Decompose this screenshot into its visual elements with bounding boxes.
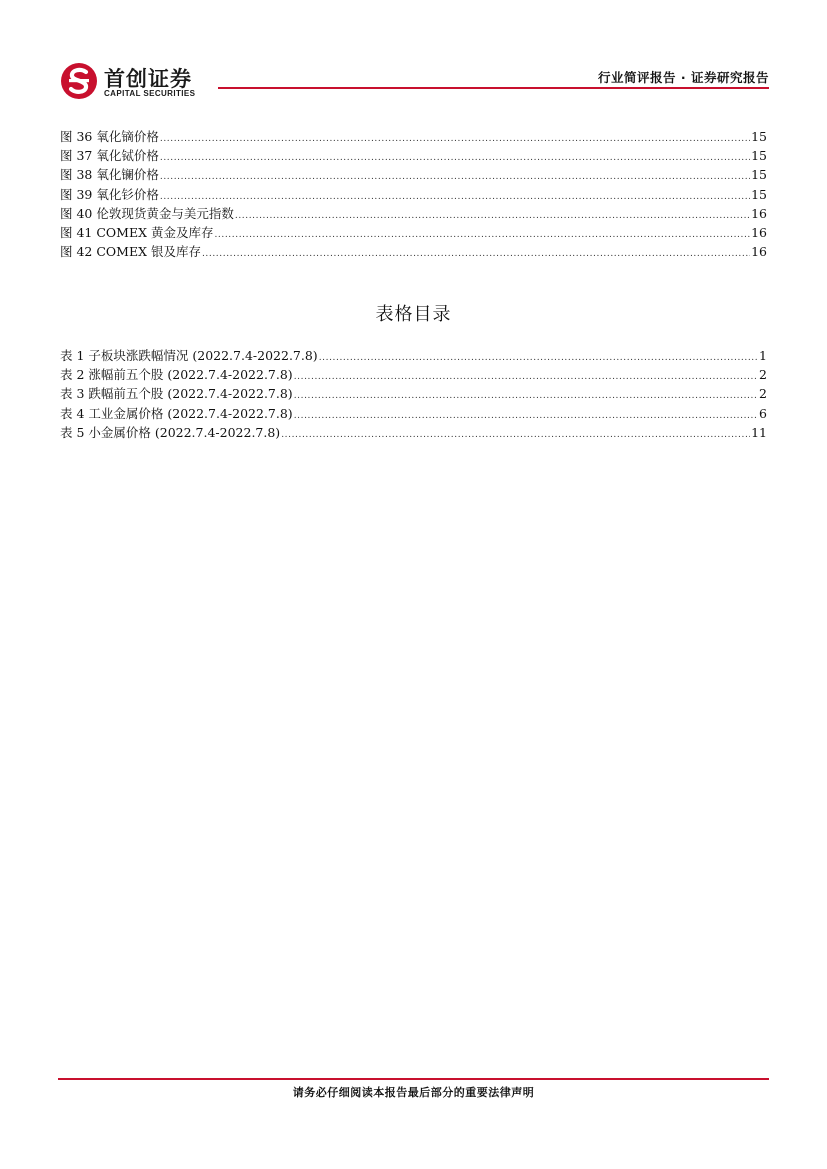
figure-index-entry[interactable] xyxy=(60,146,767,165)
dot-leader xyxy=(319,349,758,368)
dot-leader xyxy=(294,387,758,406)
table-index-entry[interactable] xyxy=(60,346,767,365)
logo-english-name: CAPITAL SECURITIES xyxy=(104,89,196,98)
entry-label: 图 39 氧化钐价格 xyxy=(60,186,159,202)
entry-label: 图 40 伦敦现货黄金与美元指数 xyxy=(60,205,234,221)
entry-label: 图 37 氧化铽价格 xyxy=(60,148,159,164)
entry-label: 表 2 涨幅前五个股 (2022.7.4-2022.7.8) xyxy=(60,367,293,383)
table-index-entry[interactable] xyxy=(60,365,767,384)
dot-leader xyxy=(294,407,758,426)
entry-page-number: 15 xyxy=(751,148,767,164)
figure-index-entry[interactable] xyxy=(60,242,767,261)
dot-leader xyxy=(202,245,750,264)
entry-page-number: 15 xyxy=(751,167,767,183)
table-index-list xyxy=(60,346,767,442)
page-header xyxy=(0,0,827,100)
entry-page-number: 16 xyxy=(751,205,767,221)
dot-leader xyxy=(294,368,758,387)
figure-index-entry[interactable] xyxy=(60,185,767,204)
figure-index-entry[interactable] xyxy=(60,165,767,184)
dot-leader xyxy=(160,168,750,187)
entry-page-number: 2 xyxy=(759,386,767,402)
dot-leader xyxy=(214,226,750,245)
entry-page-number: 2 xyxy=(759,367,767,383)
dot-leader xyxy=(160,130,750,149)
figure-index-list xyxy=(60,127,767,261)
entry-label: 图 36 氧化镝价格 xyxy=(60,129,159,144)
header-divider xyxy=(218,87,769,89)
dot-leader xyxy=(235,207,750,226)
entry-page-number: 16 xyxy=(751,224,767,240)
entry-page-number: 15 xyxy=(751,186,767,202)
entry-page-number: 1 xyxy=(759,348,767,363)
footer-divider xyxy=(58,1078,769,1080)
entry-label: 图 38 氧化镧价格 xyxy=(60,167,159,183)
company-logo xyxy=(60,62,220,100)
entry-label: 图 41 COMEX 黄金及库存 xyxy=(60,224,214,240)
entry-page-number: 6 xyxy=(759,405,767,421)
figure-index-entry[interactable] xyxy=(60,127,767,146)
entry-page-number: 15 xyxy=(751,129,767,144)
dot-leader xyxy=(160,188,750,207)
table-index-heading: 表格目录 xyxy=(375,304,452,325)
table-index-entry[interactable] xyxy=(60,423,767,442)
report-type-title: 行业简评报告 · 证券研究报告 xyxy=(598,70,769,85)
entry-label: 表 4 工业金属价格 (2022.7.4-2022.7.8) xyxy=(60,405,293,421)
entry-label: 表 3 跌幅前五个股 (2022.7.4-2022.7.8) xyxy=(60,386,293,402)
entry-page-number: 11 xyxy=(751,424,767,440)
entry-label: 表 1 子板块涨跌幅情况 (2022.7.4-2022.7.8) xyxy=(60,348,318,363)
entry-label: 表 5 小金属价格 (2022.7.4-2022.7.8) xyxy=(60,424,281,440)
logo-chinese-name: 首创证券 xyxy=(104,67,192,91)
dot-leader xyxy=(160,149,750,168)
capital-securities-logo-icon xyxy=(60,62,98,100)
entry-label: 图 42 COMEX 银及库存 xyxy=(60,244,201,260)
entry-page-number: 16 xyxy=(751,244,767,260)
figure-index-entry[interactable] xyxy=(60,204,767,223)
legal-disclaimer: 请务必仔细阅读本报告最后部分的重要法律声明 xyxy=(292,1086,535,1099)
table-index-entry[interactable] xyxy=(60,404,767,423)
dot-leader xyxy=(281,426,750,445)
table-index-entry[interactable] xyxy=(60,384,767,403)
figure-index-entry[interactable] xyxy=(60,223,767,242)
